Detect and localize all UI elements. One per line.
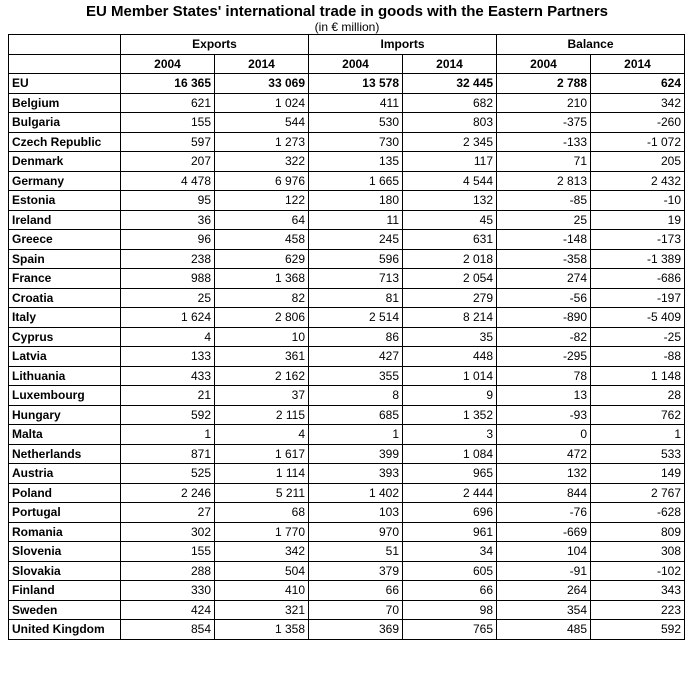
exports-2014-cell: 410 (215, 581, 309, 601)
imports-2004-cell: 70 (309, 600, 403, 620)
country-name-cell: United Kingdom (9, 620, 121, 640)
exports-2014-cell: 504 (215, 561, 309, 581)
country-name-cell: Sweden (9, 600, 121, 620)
balance-2014-cell: 223 (591, 600, 685, 620)
exports-2014-cell: 321 (215, 600, 309, 620)
exports-2014-cell: 1 024 (215, 93, 309, 113)
imports-2014-cell: 117 (403, 152, 497, 172)
table-row (9, 210, 685, 230)
imports-2014-cell: 765 (403, 620, 497, 640)
exports-2004-cell: 621 (121, 93, 215, 113)
exports-2004-cell: 4 478 (121, 171, 215, 191)
imports-2014-cell: 2 444 (403, 483, 497, 503)
exports-2014-cell: 1 358 (215, 620, 309, 640)
imports-2014-cell: 2 054 (403, 269, 497, 289)
exports-2014-cell: 68 (215, 503, 309, 523)
balance-2014-cell: -5 409 (591, 308, 685, 328)
year-header: 2004 (121, 54, 215, 74)
balance-2004-cell: 13 (497, 386, 591, 406)
imports-2014-cell: 2 018 (403, 249, 497, 269)
balance-2004-cell: 274 (497, 269, 591, 289)
trade-table (8, 34, 685, 640)
balance-2004-cell: -91 (497, 561, 591, 581)
table-row (9, 620, 685, 640)
country-name-cell: Lithuania (9, 366, 121, 386)
imports-2004-cell: 355 (309, 366, 403, 386)
balance-2004-cell: 210 (497, 93, 591, 113)
imports-2004-cell: 1 402 (309, 483, 403, 503)
table-row (9, 366, 685, 386)
exports-2014-cell: 1 273 (215, 132, 309, 152)
balance-2014-cell: 762 (591, 405, 685, 425)
exports-2004-cell: 207 (121, 152, 215, 172)
exports-2004-cell: 133 (121, 347, 215, 367)
balance-2014-cell: 2 432 (591, 171, 685, 191)
balance-2014-cell: -686 (591, 269, 685, 289)
exports-2014-cell: 33 069 (215, 74, 309, 94)
imports-2014-cell: 32 445 (403, 74, 497, 94)
balance-2004-cell: -85 (497, 191, 591, 211)
country-name-cell: France (9, 269, 121, 289)
exports-2014-cell: 82 (215, 288, 309, 308)
table-row (9, 132, 685, 152)
imports-2014-cell: 682 (403, 93, 497, 113)
imports-2004-cell: 970 (309, 522, 403, 542)
exports-2014-cell: 2 162 (215, 366, 309, 386)
exports-2004-cell: 95 (121, 191, 215, 211)
country-name-cell: Portugal (9, 503, 121, 523)
balance-2004-cell: -669 (497, 522, 591, 542)
country-name-cell: Belgium (9, 93, 121, 113)
balance-2004-cell: 25 (497, 210, 591, 230)
exports-2004-cell: 597 (121, 132, 215, 152)
table-row (9, 425, 685, 445)
balance-2014-cell: -628 (591, 503, 685, 523)
imports-2004-cell: 596 (309, 249, 403, 269)
exports-2014-cell: 342 (215, 542, 309, 562)
imports-2004-cell: 103 (309, 503, 403, 523)
exports-2004-cell: 854 (121, 620, 215, 640)
imports-2004-cell: 13 578 (309, 74, 403, 94)
corner-cell-2 (9, 54, 121, 74)
balance-2014-cell: 205 (591, 152, 685, 172)
exports-2004-cell: 238 (121, 249, 215, 269)
balance-2014-cell: -260 (591, 113, 685, 133)
balance-2004-cell: 2 788 (497, 74, 591, 94)
exports-2014-cell: 1 368 (215, 269, 309, 289)
balance-2014-cell: -173 (591, 230, 685, 250)
balance-2014-cell: -102 (591, 561, 685, 581)
balance-2014-cell: 2 767 (591, 483, 685, 503)
balance-2014-cell: -25 (591, 327, 685, 347)
exports-2014-cell: 10 (215, 327, 309, 347)
year-header: 2014 (591, 54, 685, 74)
table-row (9, 191, 685, 211)
balance-2004-cell: -93 (497, 405, 591, 425)
year-header-row (9, 54, 685, 74)
imports-2004-cell: 8 (309, 386, 403, 406)
table-row (9, 542, 685, 562)
imports-2004-cell: 2 514 (309, 308, 403, 328)
balance-2014-cell: 308 (591, 542, 685, 562)
exports-2014-cell: 322 (215, 152, 309, 172)
balance-2014-cell: 624 (591, 74, 685, 94)
country-name-cell: Luxembourg (9, 386, 121, 406)
imports-2004-cell: 393 (309, 464, 403, 484)
exports-2004-cell: 988 (121, 269, 215, 289)
imports-2014-cell: 803 (403, 113, 497, 133)
country-name-cell: Bulgaria (9, 113, 121, 133)
imports-2004-cell: 713 (309, 269, 403, 289)
imports-2004-cell: 730 (309, 132, 403, 152)
country-name-cell: Hungary (9, 405, 121, 425)
imports-2004-cell: 66 (309, 581, 403, 601)
balance-2004-cell: -295 (497, 347, 591, 367)
imports-2014-cell: 98 (403, 600, 497, 620)
table-row (9, 386, 685, 406)
exports-2014-cell: 2 806 (215, 308, 309, 328)
exports-2004-cell: 302 (121, 522, 215, 542)
table-row (9, 503, 685, 523)
table-row (9, 464, 685, 484)
balance-2014-cell: -10 (591, 191, 685, 211)
exports-2014-cell: 37 (215, 386, 309, 406)
balance-2014-cell: 1 148 (591, 366, 685, 386)
exports-2004-cell: 592 (121, 405, 215, 425)
exports-2004-cell: 27 (121, 503, 215, 523)
table-row (9, 581, 685, 601)
exports-2004-cell: 1 624 (121, 308, 215, 328)
balance-2014-cell: 343 (591, 581, 685, 601)
table-row (9, 347, 685, 367)
exports-2014-cell: 361 (215, 347, 309, 367)
balance-2004-cell: -56 (497, 288, 591, 308)
balance-2004-cell: -890 (497, 308, 591, 328)
imports-2004-cell: 11 (309, 210, 403, 230)
imports-2014-cell: 2 345 (403, 132, 497, 152)
country-name-cell: Netherlands (9, 444, 121, 464)
balance-2004-cell: 2 813 (497, 171, 591, 191)
table-row (9, 113, 685, 133)
imports-2014-cell: 9 (403, 386, 497, 406)
balance-2014-cell: 1 (591, 425, 685, 445)
country-name-cell: Slovenia (9, 542, 121, 562)
imports-2004-cell: 86 (309, 327, 403, 347)
exports-2004-cell: 96 (121, 230, 215, 250)
balance-2004-cell: -375 (497, 113, 591, 133)
exports-2004-cell: 25 (121, 288, 215, 308)
country-name-cell: Malta (9, 425, 121, 445)
exports-2004-cell: 21 (121, 386, 215, 406)
country-name-cell: Denmark (9, 152, 121, 172)
balance-2014-cell: 149 (591, 464, 685, 484)
table-row (9, 444, 685, 464)
group-header-row (9, 35, 685, 55)
imports-2014-cell: 1 084 (403, 444, 497, 464)
table-row (9, 171, 685, 191)
exports-2004-cell: 16 365 (121, 74, 215, 94)
year-header: 2014 (403, 54, 497, 74)
exports-2004-cell: 871 (121, 444, 215, 464)
imports-2004-cell: 427 (309, 347, 403, 367)
balance-2014-cell: 342 (591, 93, 685, 113)
balance-2004-cell: 132 (497, 464, 591, 484)
imports-2014-cell: 448 (403, 347, 497, 367)
imports-2014-cell: 1 014 (403, 366, 497, 386)
imports-2014-cell: 605 (403, 561, 497, 581)
country-name-cell: Greece (9, 230, 121, 250)
exports-2004-cell: 525 (121, 464, 215, 484)
table-row (9, 522, 685, 542)
balance-2004-cell: 354 (497, 600, 591, 620)
exports-2014-cell: 6 976 (215, 171, 309, 191)
table-subtitle: (in € million) (314, 20, 380, 34)
imports-2004-cell: 135 (309, 152, 403, 172)
country-name-cell: Italy (9, 308, 121, 328)
exports-2004-cell: 4 (121, 327, 215, 347)
balance-2004-cell: 844 (497, 483, 591, 503)
imports-2014-cell: 35 (403, 327, 497, 347)
balance-2014-cell: 533 (591, 444, 685, 464)
table-body (9, 74, 685, 640)
balance-2004-cell: -358 (497, 249, 591, 269)
balance-2004-cell: -133 (497, 132, 591, 152)
imports-2014-cell: 1 352 (403, 405, 497, 425)
balance-2004-cell: -76 (497, 503, 591, 523)
balance-2004-cell: 472 (497, 444, 591, 464)
country-name-cell: Slovakia (9, 561, 121, 581)
exports-2014-cell: 2 115 (215, 405, 309, 425)
imports-2014-cell: 965 (403, 464, 497, 484)
exports-2014-cell: 629 (215, 249, 309, 269)
balance-2004-cell: 104 (497, 542, 591, 562)
country-name-cell: EU (9, 74, 121, 94)
exports-2004-cell: 155 (121, 113, 215, 133)
imports-2004-cell: 245 (309, 230, 403, 250)
table-title: EU Member States' international trade in goods with the Eastern Partners (85, 3, 608, 20)
imports-2004-cell: 379 (309, 561, 403, 581)
table-row (9, 308, 685, 328)
table-row (9, 405, 685, 425)
imports-2014-cell: 631 (403, 230, 497, 250)
balance-2014-cell: 19 (591, 210, 685, 230)
imports-2004-cell: 685 (309, 405, 403, 425)
country-name-cell: Cyprus (9, 327, 121, 347)
balance-2014-cell: -1 072 (591, 132, 685, 152)
imports-2014-cell: 34 (403, 542, 497, 562)
exports-2004-cell: 433 (121, 366, 215, 386)
table-row (9, 249, 685, 269)
balance-header: Balance (497, 35, 685, 55)
exports-2014-cell: 5 211 (215, 483, 309, 503)
imports-2014-cell: 279 (403, 288, 497, 308)
imports-2004-cell: 51 (309, 542, 403, 562)
exports-2014-cell: 1 770 (215, 522, 309, 542)
exports-2014-cell: 4 (215, 425, 309, 445)
year-header: 2004 (309, 54, 403, 74)
balance-2004-cell: 78 (497, 366, 591, 386)
imports-2014-cell: 3 (403, 425, 497, 445)
imports-header: Imports (309, 35, 497, 55)
balance-2004-cell: -82 (497, 327, 591, 347)
country-name-cell: Spain (9, 249, 121, 269)
balance-2004-cell: 71 (497, 152, 591, 172)
balance-2014-cell: 809 (591, 522, 685, 542)
exports-2014-cell: 1 617 (215, 444, 309, 464)
balance-2004-cell: -148 (497, 230, 591, 250)
table-row (9, 483, 685, 503)
imports-2004-cell: 530 (309, 113, 403, 133)
exports-header: Exports (121, 35, 309, 55)
imports-2004-cell: 1 665 (309, 171, 403, 191)
balance-2004-cell: 264 (497, 581, 591, 601)
country-name-cell: Germany (9, 171, 121, 191)
exports-2014-cell: 64 (215, 210, 309, 230)
imports-2014-cell: 8 214 (403, 308, 497, 328)
table-row (9, 327, 685, 347)
imports-2004-cell: 1 (309, 425, 403, 445)
year-header: 2014 (215, 54, 309, 74)
corner-cell (9, 35, 121, 55)
country-name-cell: Finland (9, 581, 121, 601)
exports-2004-cell: 424 (121, 600, 215, 620)
balance-2004-cell: 485 (497, 620, 591, 640)
table-row (9, 93, 685, 113)
imports-2004-cell: 399 (309, 444, 403, 464)
country-name-cell: Czech Republic (9, 132, 121, 152)
country-name-cell: Croatia (9, 288, 121, 308)
imports-2014-cell: 696 (403, 503, 497, 523)
country-name-cell: Austria (9, 464, 121, 484)
imports-2004-cell: 369 (309, 620, 403, 640)
table-row (9, 288, 685, 308)
imports-2004-cell: 180 (309, 191, 403, 211)
exports-2004-cell: 288 (121, 561, 215, 581)
country-name-cell: Romania (9, 522, 121, 542)
country-name-cell: Latvia (9, 347, 121, 367)
exports-2004-cell: 2 246 (121, 483, 215, 503)
imports-2004-cell: 411 (309, 93, 403, 113)
imports-2014-cell: 45 (403, 210, 497, 230)
exports-2014-cell: 122 (215, 191, 309, 211)
exports-2004-cell: 330 (121, 581, 215, 601)
exports-2004-cell: 1 (121, 425, 215, 445)
imports-2014-cell: 66 (403, 581, 497, 601)
table-row (9, 230, 685, 250)
balance-2014-cell: -197 (591, 288, 685, 308)
balance-2014-cell: 28 (591, 386, 685, 406)
table-row (9, 74, 685, 94)
exports-2014-cell: 458 (215, 230, 309, 250)
imports-2014-cell: 132 (403, 191, 497, 211)
exports-2014-cell: 544 (215, 113, 309, 133)
country-name-cell: Ireland (9, 210, 121, 230)
exports-2004-cell: 155 (121, 542, 215, 562)
imports-2014-cell: 961 (403, 522, 497, 542)
table-row (9, 561, 685, 581)
country-name-cell: Estonia (9, 191, 121, 211)
balance-2014-cell: -1 389 (591, 249, 685, 269)
balance-2014-cell: 592 (591, 620, 685, 640)
imports-2014-cell: 4 544 (403, 171, 497, 191)
exports-2014-cell: 1 114 (215, 464, 309, 484)
imports-2004-cell: 81 (309, 288, 403, 308)
balance-2014-cell: -88 (591, 347, 685, 367)
table-row (9, 152, 685, 172)
country-name-cell: Poland (9, 483, 121, 503)
table-row (9, 269, 685, 289)
table-row (9, 600, 685, 620)
exports-2004-cell: 36 (121, 210, 215, 230)
balance-2004-cell: 0 (497, 425, 591, 445)
year-header: 2004 (497, 54, 591, 74)
